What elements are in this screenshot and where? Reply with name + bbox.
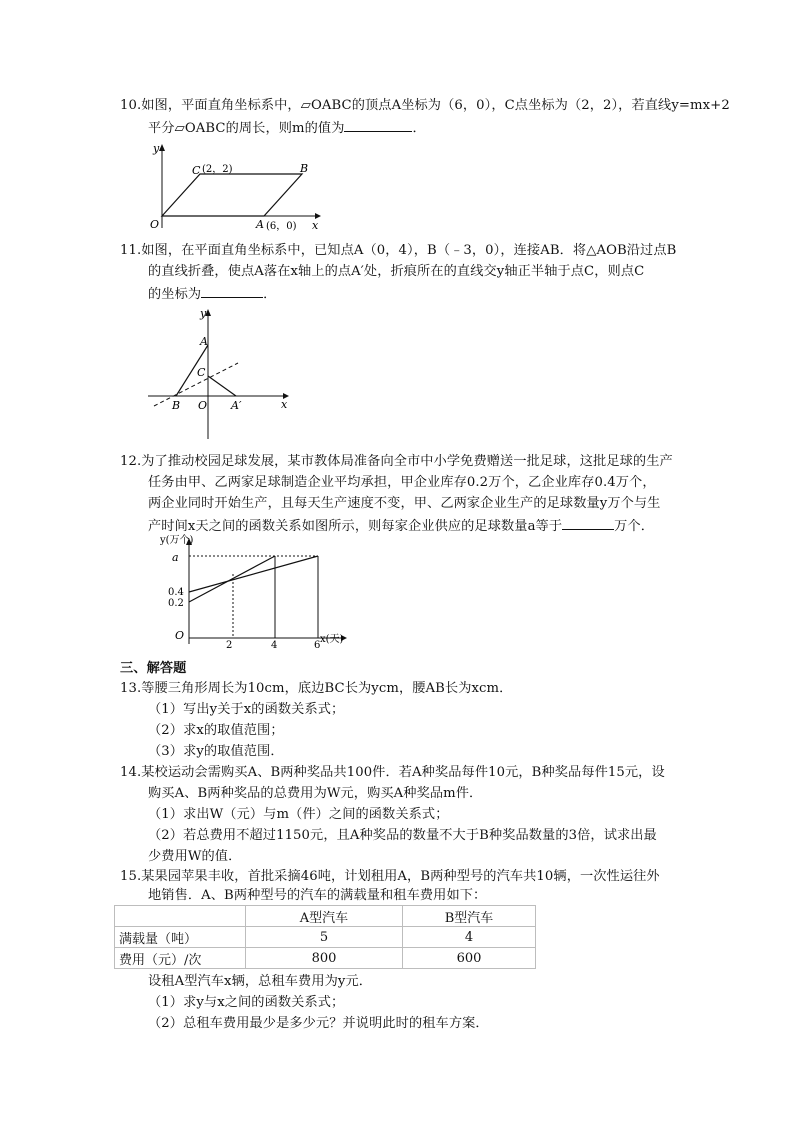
answer-blank [562, 515, 614, 530]
q15-line3: 设租A型汽车x辆，总租车费用为y元． [148, 974, 373, 989]
x-tick-label: 2 [226, 640, 233, 650]
fig10-x-label: x [312, 219, 319, 232]
y-axis-arrow-icon [159, 144, 165, 151]
q15-line1: 15.某果园苹果丰收，首批采摘46吨，计划租用A，B两种型号的汽车共10辆，一次性运往外 [120, 869, 660, 884]
q12-line-chart [160, 534, 360, 650]
fig10-a-coord: (6，0) [266, 221, 297, 232]
q13-line1: 13.等腰三角形周长为10cm，底边BC长为ycm，腰AB长为xcm． [120, 681, 513, 696]
table-row [115, 927, 536, 948]
table-row [115, 948, 536, 969]
fig10-y-label: y [153, 142, 160, 155]
series-yi-line [189, 556, 318, 592]
q11-line3-text: 的坐标为 [148, 287, 202, 302]
q10-line2 [148, 117, 426, 139]
table-header-cell [115, 906, 246, 927]
chart-y-top-label: a [172, 551, 179, 564]
table-header-row [115, 906, 536, 927]
q12-line4-end: 万个． [614, 519, 654, 534]
table-cell: 5 [246, 927, 403, 948]
q11-line1: 11.如图，在平面直角坐标系中，已知点A（0，4），B（﹣3，0），连接AB．将△AOB沿过点B [120, 243, 677, 258]
x-tick-label: 4 [271, 640, 278, 650]
fig10-b-label: B [300, 162, 309, 175]
q14-line1: 14.某校运动会需购买A、B两种奖品共100件．若A种奖品每件10元，B种奖品每件15元，设 [120, 765, 665, 780]
section-title: 三、解答题 [120, 661, 187, 676]
q10-line2-end: ． [412, 121, 426, 136]
fig11-a-prime-label: A′ [231, 399, 242, 412]
fig11-x-label: x [281, 398, 288, 411]
table-cell: 费用（元）/次 [115, 948, 246, 969]
q13-item: （3）求y的取值范围． [148, 744, 284, 759]
fig11-a-label: A [200, 335, 208, 348]
q15-item2: （2）总租车费用最少是多少元？并说明此时的租车方案． [148, 1016, 489, 1031]
table-header-cell: B型汽车 [403, 906, 536, 927]
y-tick-label: 0.2 [168, 598, 184, 609]
q11-line3 [148, 283, 276, 305]
q14-item2a: （2）若总费用不超过1150元，且A种奖品的数量不大于B种奖品数量的3倍，试求出最 [148, 828, 657, 843]
q11-fold-figure [140, 305, 300, 445]
fold-line [154, 363, 238, 406]
table-cell: 800 [246, 948, 403, 969]
q12-line2: 任务由甲、乙两家足球制造企业平均承担，甲企业库存0.2万个，乙企业库存0.4万个， [148, 475, 656, 490]
fig11-o-label: O [198, 399, 208, 412]
q10-line1: 10.如图，平面直角坐标系中，▱OABC的顶点A坐标为（6，0），C点坐标为（2，2），若直线y=mx+2 [120, 98, 730, 113]
q12-line1: 12.为了推动校园足球发展，某市教体局准备向全市中小学免费赠送一批足球，这批足球的生产 [120, 454, 673, 469]
fig10-c-label: C [192, 164, 201, 177]
fig10-c-coord: (2，2) [202, 164, 233, 175]
table-header-cell: A型汽车 [246, 906, 403, 927]
q14-item1: （1）求出W（元）与m（件）之间的函数关系式； [148, 807, 449, 822]
rental-table [114, 905, 536, 969]
q13-item: （2）求x的取值范围； [148, 723, 284, 738]
q14-line2: 购买A、B两种奖品的总费用为W元，购买A种奖品m件． [148, 786, 483, 801]
fig11-y-label: y [200, 307, 207, 320]
q12-line3: 两企业同时开始生产，且每天生产速度不变，甲、乙两家企业生产的足球数量y万个与生 [148, 496, 661, 511]
fig10-a-label: A [256, 218, 264, 231]
parallelogram-oabc [162, 174, 302, 216]
q11-line3-end: ． [263, 287, 277, 302]
answer-blank [201, 283, 263, 298]
series-jia-line [189, 556, 275, 602]
q15-item1: （1）求y与x之间的函数关系式； [148, 995, 345, 1010]
table-cell: 满载量（吨） [115, 927, 246, 948]
x-tick-label: 6 [314, 640, 321, 650]
q13-item: （1）写出y关于x的函数关系式； [148, 702, 345, 717]
q12-line4-text: 产时间x天之间的函数关系如图所示，则每家企业供应的足球数量a等于 [148, 519, 563, 534]
y-tick-label: 0.4 [168, 587, 184, 598]
fig10-o-label: O [150, 218, 160, 231]
table-cell: 4 [403, 927, 536, 948]
table-cell: 600 [403, 948, 536, 969]
q15-line2: 地销售．A、B两种型号的汽车的满载量和租车费用如下： [148, 888, 487, 903]
chart-y-axis-label: y(万个) [160, 535, 194, 546]
chart-origin-label: O [175, 629, 185, 642]
fig11-c-label: C [197, 366, 206, 379]
chart-x-axis-label: x(天) [320, 634, 344, 645]
q10-parallelogram-figure [140, 140, 330, 232]
segment-ca-prime [208, 376, 236, 396]
q14-item2b: 少费用W的值． [148, 849, 242, 864]
answer-blank [344, 117, 412, 132]
q10-line2-text: 平分▱OABC的周长，则m的值为 [148, 121, 345, 136]
q11-line2: 的直线折叠，使点A落在x轴上的点A′处，折痕所在的直线交y轴正半轴于点C，则点C [148, 264, 645, 279]
fig11-b-label: B [172, 399, 181, 412]
